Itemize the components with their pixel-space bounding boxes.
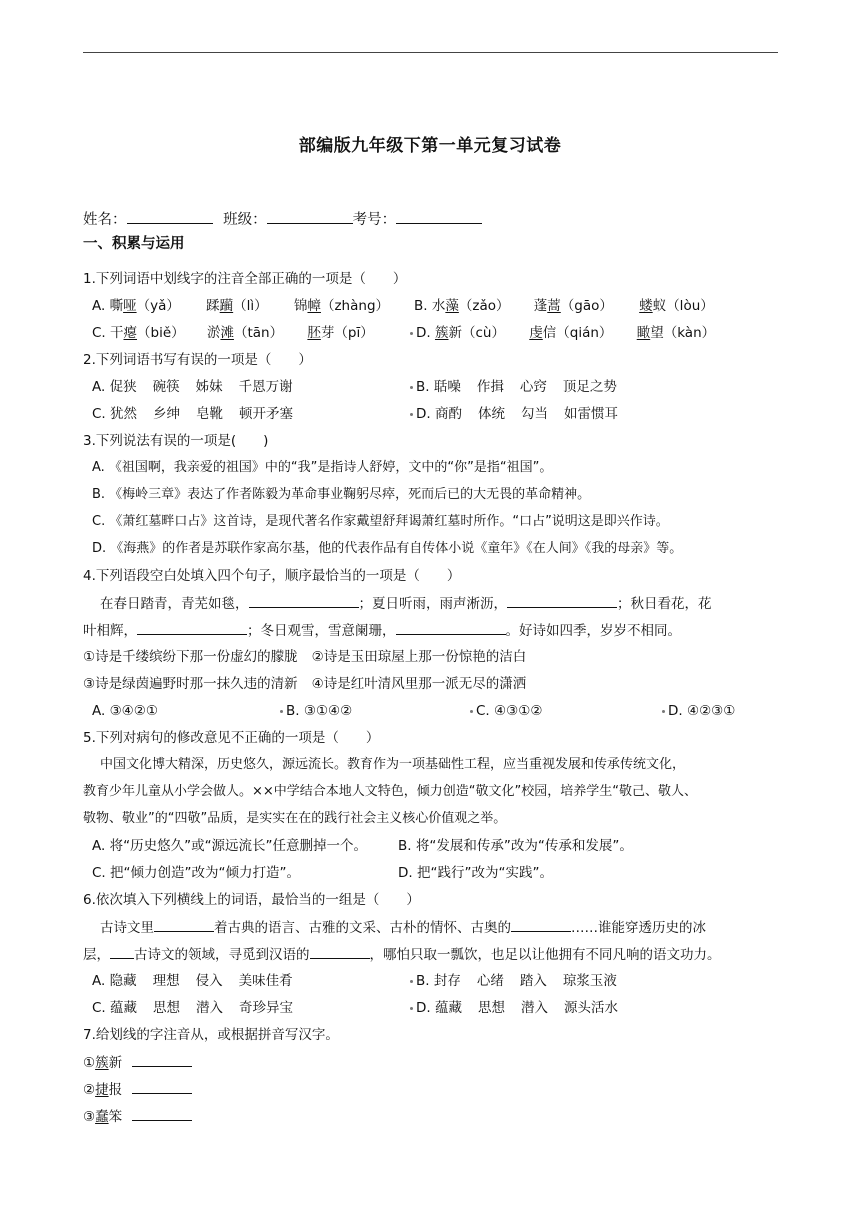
q7-answer-blank-2[interactable] (132, 1080, 192, 1094)
q3-option-a: A. 《祖国啊，我亲爱的祖国》中的“我”是指诗人舒婷，文中的“你”是指“祖国”。 (92, 460, 553, 475)
q3-option-d: D. 《海燕》的作者是苏联作家高尔基，他的代表作品有自传体小说《童年》《在人间》《我的母亲》等。 (92, 541, 683, 556)
q3-stem: 3.下列说法有误的一项是( ) (83, 433, 269, 449)
q6-stem: 6.依次填入下列横线上的词语，最恰当的一组是（ ） (83, 892, 420, 908)
q3-option-c: C. 《萧红墓畔口占》这首诗，是现代著名作家戴望舒拜谒萧红墓时所作。“口占”说明这是即兴作诗。 (92, 514, 669, 529)
q6-passage-line1: 古诗文里 着古典的语言、古雅的文采、古朴的情怀、古奥的 ……谁能穿透历史的冰 (100, 920, 706, 936)
name-blank[interactable] (127, 210, 213, 224)
q6-blank-1[interactable] (154, 918, 214, 932)
q6-option-c: C. 蕴藏 思想 潜入 奇珍异宝 (92, 1000, 294, 1016)
q4-blank-4[interactable] (396, 621, 506, 635)
q2-stem: 2.下列词语书写有误的一项是（ ） (83, 352, 312, 368)
q5-option-a: A. 将“历史悠久”或“源远流长”任意删掉一个。 (92, 838, 368, 854)
q7-item-1: ①簇新 (83, 1053, 192, 1072)
q4-passage-line1: 在春日踏青，青芜如毯， ；夏日听雨，雨声淅沥， ；秋日看花，花 (100, 596, 712, 612)
q2-option-a: A. 促狭 碗筷 姊妹 千恩万谢 (92, 379, 293, 395)
q1-option-b: B. 水藻（zǎo） 蓬蒿（gāo） 蝼蚁（lòu） (414, 298, 714, 314)
q4-option-d: D. ④②③① (662, 702, 735, 720)
q6-option-d: D. 蕴藏 思想 潜入 源头活水 (410, 999, 618, 1017)
header-rule (83, 52, 778, 53)
q6-blank-3[interactable] (110, 945, 134, 959)
q5-passage-line2: 教育少年儿童从小学会做人。××中学结合本地人文特色，倾力创造“敬文化”校园，培养学生“敬己、敬人、 (83, 784, 697, 799)
q1-option-a: A. 嘶哑（yǎ） 蹂躏（lì） 锦幛（zhàng） (92, 298, 390, 314)
q7-item-2: ②捷报 (83, 1080, 192, 1099)
q1-option-c: C. 干瘪（biě） 淤滩（tān） 胚芽（pī） (92, 325, 374, 341)
q5-passage-line3: 敬物、敬业”的“四敬”品质，是实实在在的践行社会主义核心价值观之举。 (83, 811, 507, 826)
q6-blank-2[interactable] (511, 918, 571, 932)
q2-option-b: B. 聒噪 作揖 心窍 顶足之势 (410, 378, 617, 396)
name-label: 姓名： (83, 212, 127, 228)
q7-answer-blank-3[interactable] (132, 1107, 192, 1121)
exam-number-blank[interactable] (396, 210, 482, 224)
q3-option-b: B. 《梅岭三章》表达了作者陈毅为革命事业鞠躬尽瘁，死而后已的大无畏的革命精神。 (92, 487, 591, 502)
q4-blank-1[interactable] (249, 594, 359, 608)
q5-option-d: D. 把“践行”改为“实践”。 (398, 865, 553, 881)
q1-stem: 1.下列词语中划线字的注音全部正确的一项是（ ） (83, 271, 407, 287)
q4-option-b: B. ③①④② (280, 702, 352, 720)
q7-stem: 7.给划线的字注音从，或根据拼音写汉字。 (83, 1027, 339, 1043)
q5-stem: 5.下列对病句的修改意见不正确的一项是（ ） (83, 730, 380, 746)
q7-answer-blank-1[interactable] (132, 1053, 192, 1067)
q4-sentences-row1: ①诗是千缕缤纷下那一份虚幻的朦胧 ②诗是玉田琼屋上那一份惊艳的洁白 (83, 649, 527, 665)
q4-stem: 4.下列语段空白处填入四个句子，顺序最恰当的一项是（ ） (83, 568, 461, 584)
q6-option-b: B. 封存 心绪 踏入 琼浆玉液 (410, 972, 617, 990)
page-title: 部编版九年级下第一单元复习试卷 (298, 136, 562, 156)
q5-option-c: C. 把“倾力创造”改为“倾力打造”。 (92, 865, 300, 881)
student-info-line (83, 210, 482, 229)
class-blank[interactable] (267, 210, 353, 224)
q6-option-a: A. 隐藏 理想 侵入 美味佳肴 (92, 973, 293, 989)
q5-option-b: B. 将“发展和传承”改为“传承和发展”。 (398, 838, 633, 854)
q6-blank-4[interactable] (310, 945, 370, 959)
q4-passage-line2: 叶相辉， ；冬日观雪，雪意阑珊， 。好诗如四季，岁岁不相同。 (83, 623, 681, 639)
q4-blank-3[interactable] (137, 621, 247, 635)
q4-sentences-row2: ③诗是绿茵遍野时那一抹久违的清新 ④诗是红叶清风里那一派无尽的潇洒 (83, 676, 527, 692)
class-label: 班级： (223, 212, 267, 228)
section-title: 一、积累与运用 (83, 236, 185, 252)
q4-option-c: C. ④③①② (470, 702, 542, 720)
q1-option-d: D. 簇新（cù） 虔信（qián） 瞰望（kàn） (410, 324, 715, 342)
exam-label: 考号： (352, 212, 397, 228)
q7-item-3: ③蠢笨 (83, 1107, 192, 1126)
q5-passage-line1: 中国文化博大精深，历史悠久，源远流长。教育作为一项基础性工程，应当重视发展和传承传统文化， (100, 757, 686, 772)
q4-option-a: A. ③④②① (92, 703, 158, 719)
q2-option-d: D. 商酌 体统 勾当 如雷惯耳 (410, 405, 618, 423)
q4-blank-2[interactable] (507, 594, 617, 608)
q2-option-c: C. 犹然 乡绅 皂靴 顿开矛塞 (92, 406, 294, 422)
q6-passage-line2: 层， 古诗文的领域，寻觅到汉语的 ，哪怕只取一瓢饮，也足以让他拥有不同凡响的语文功力。 (83, 947, 721, 963)
